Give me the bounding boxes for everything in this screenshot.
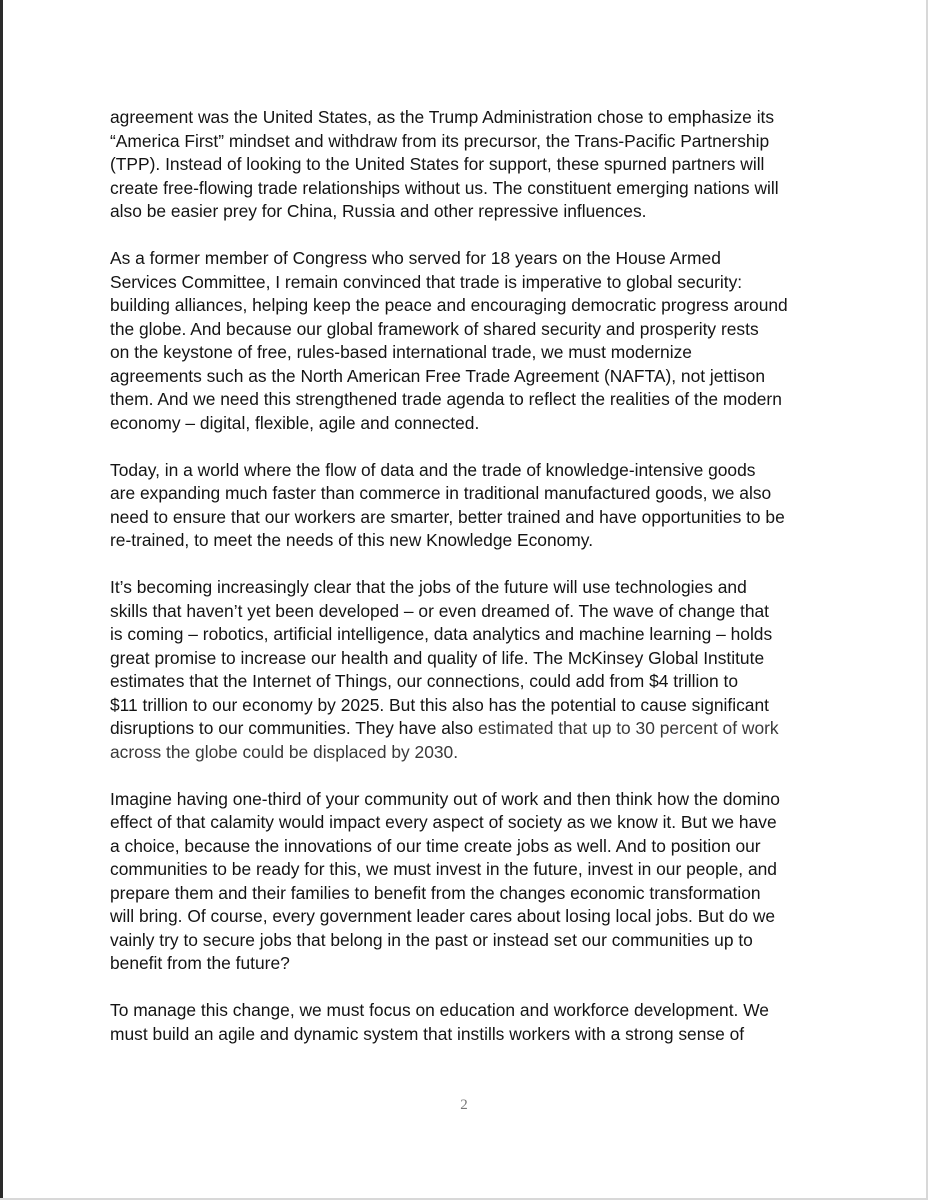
- text-line: also be easier prey for China, Russia and other repressive influences.: [110, 201, 647, 221]
- text-line: must build an agile and dynamic system that instills workers with a strong sense of: [110, 1023, 745, 1044]
- text-line: agreements such as the North American Free Trade Agreement (NAFTA), not jettison: [110, 365, 766, 386]
- text-line: on the keystone of free, rules-based international trade, we must modernize: [110, 342, 692, 362]
- text-line: a choice, because the innovations of our time create jobs as well. And to position our: [110, 835, 761, 856]
- text-line: is coming – robotics, artificial intelligence, data analytics and machine learning – holds: [110, 624, 773, 644]
- page-left-edge: [0, 0, 3, 1200]
- text-line: benefit from the future?: [110, 953, 290, 973]
- text-line: effect of that calamity would impact every aspect of society as we know it. But we have: [110, 812, 777, 832]
- paragraph-4: [110, 576, 830, 764]
- document-body: [110, 106, 830, 1070]
- text-line: the globe. And because our global framework of shared security and prosperity rests: [110, 318, 759, 339]
- text-line-mixed: [110, 717, 830, 741]
- text-line: Services Committee, I remain convinced that trade is imperative to global security:: [110, 271, 743, 292]
- text-line: vainly try to secure jobs that belong in the past or instead set our communities up to: [110, 929, 753, 950]
- text-line: will bring. Of course, every government leader cares about losing local jobs. But do we: [110, 906, 776, 926]
- paragraph-1: [110, 106, 830, 224]
- text-segment: disruptions to our communities. They have also: [110, 718, 478, 738]
- text-line: Today, in a world where the flow of data and the trade of knowledge-intensive goods: [110, 459, 756, 480]
- paragraph-6: [110, 999, 830, 1046]
- text-line: building alliances, helping keep the peace and encouraging democratic progress around: [110, 295, 788, 315]
- paragraph-3: [110, 459, 830, 553]
- text-line: communities to be ready for this, we must invest in the future, invest in our people, and: [110, 859, 777, 879]
- text-line: Imagine having one-third of your community out of work and then think how the domino: [110, 788, 780, 809]
- text-line: To manage this change, we must focus on education and workforce development. We: [110, 1000, 769, 1020]
- text-line: need to ensure that our workers are smarter, better trained and have opportunities to be: [110, 506, 785, 527]
- text-line: them. And we need this strengthened trade agenda to reflect the realities of the modern: [110, 389, 782, 409]
- text-line: are expanding much faster than commerce in traditional manufactured goods, we also: [110, 483, 772, 503]
- text-line: economy – digital, flexible, agile and connected.: [110, 412, 480, 433]
- text-line: great promise to increase our health and quality of life. The McKinsey Global Institute: [110, 647, 765, 668]
- text-line: It’s becoming increasingly clear that the jobs of the future will use technologies and: [110, 577, 747, 597]
- text-line: (TPP). Instead of looking to the United States for support, these spurned partners will: [110, 154, 765, 174]
- paragraph-2: [110, 247, 830, 435]
- text-line: estimates that the Internet of Things, our connections, could add from $4 trillion to: [110, 671, 739, 691]
- text-segment-muted: estimated that up to 30 percent of work: [477, 718, 779, 738]
- page-number: 2: [460, 1097, 468, 1113]
- text-line: As a former member of Congress who served for 18 years on the House Armed: [110, 248, 721, 268]
- text-line: prepare them and their families to benefit from the changes economic transformation: [110, 882, 761, 903]
- text-line: across the globe could be displaced by 2030.: [110, 741, 459, 762]
- text-line: create free-flowing trade relationships without us. The constituent emerging nations will: [110, 177, 779, 198]
- text-line: $11 trillion to our economy by 2025. But this also has the potential to cause significant: [110, 694, 769, 715]
- text-line: skills that haven’t yet been developed – or even dreamed of. The wave of change that: [110, 600, 770, 621]
- text-line: re-trained, to meet the needs of this new Knowledge Economy.: [110, 530, 594, 550]
- text-line: “America First” mindset and withdraw from its precursor, the Trans-Pacific Partnership: [110, 130, 770, 151]
- paragraph-5: [110, 788, 830, 976]
- text-line: agreement was the United States, as the Trump Administration chose to emphasize its: [110, 107, 775, 127]
